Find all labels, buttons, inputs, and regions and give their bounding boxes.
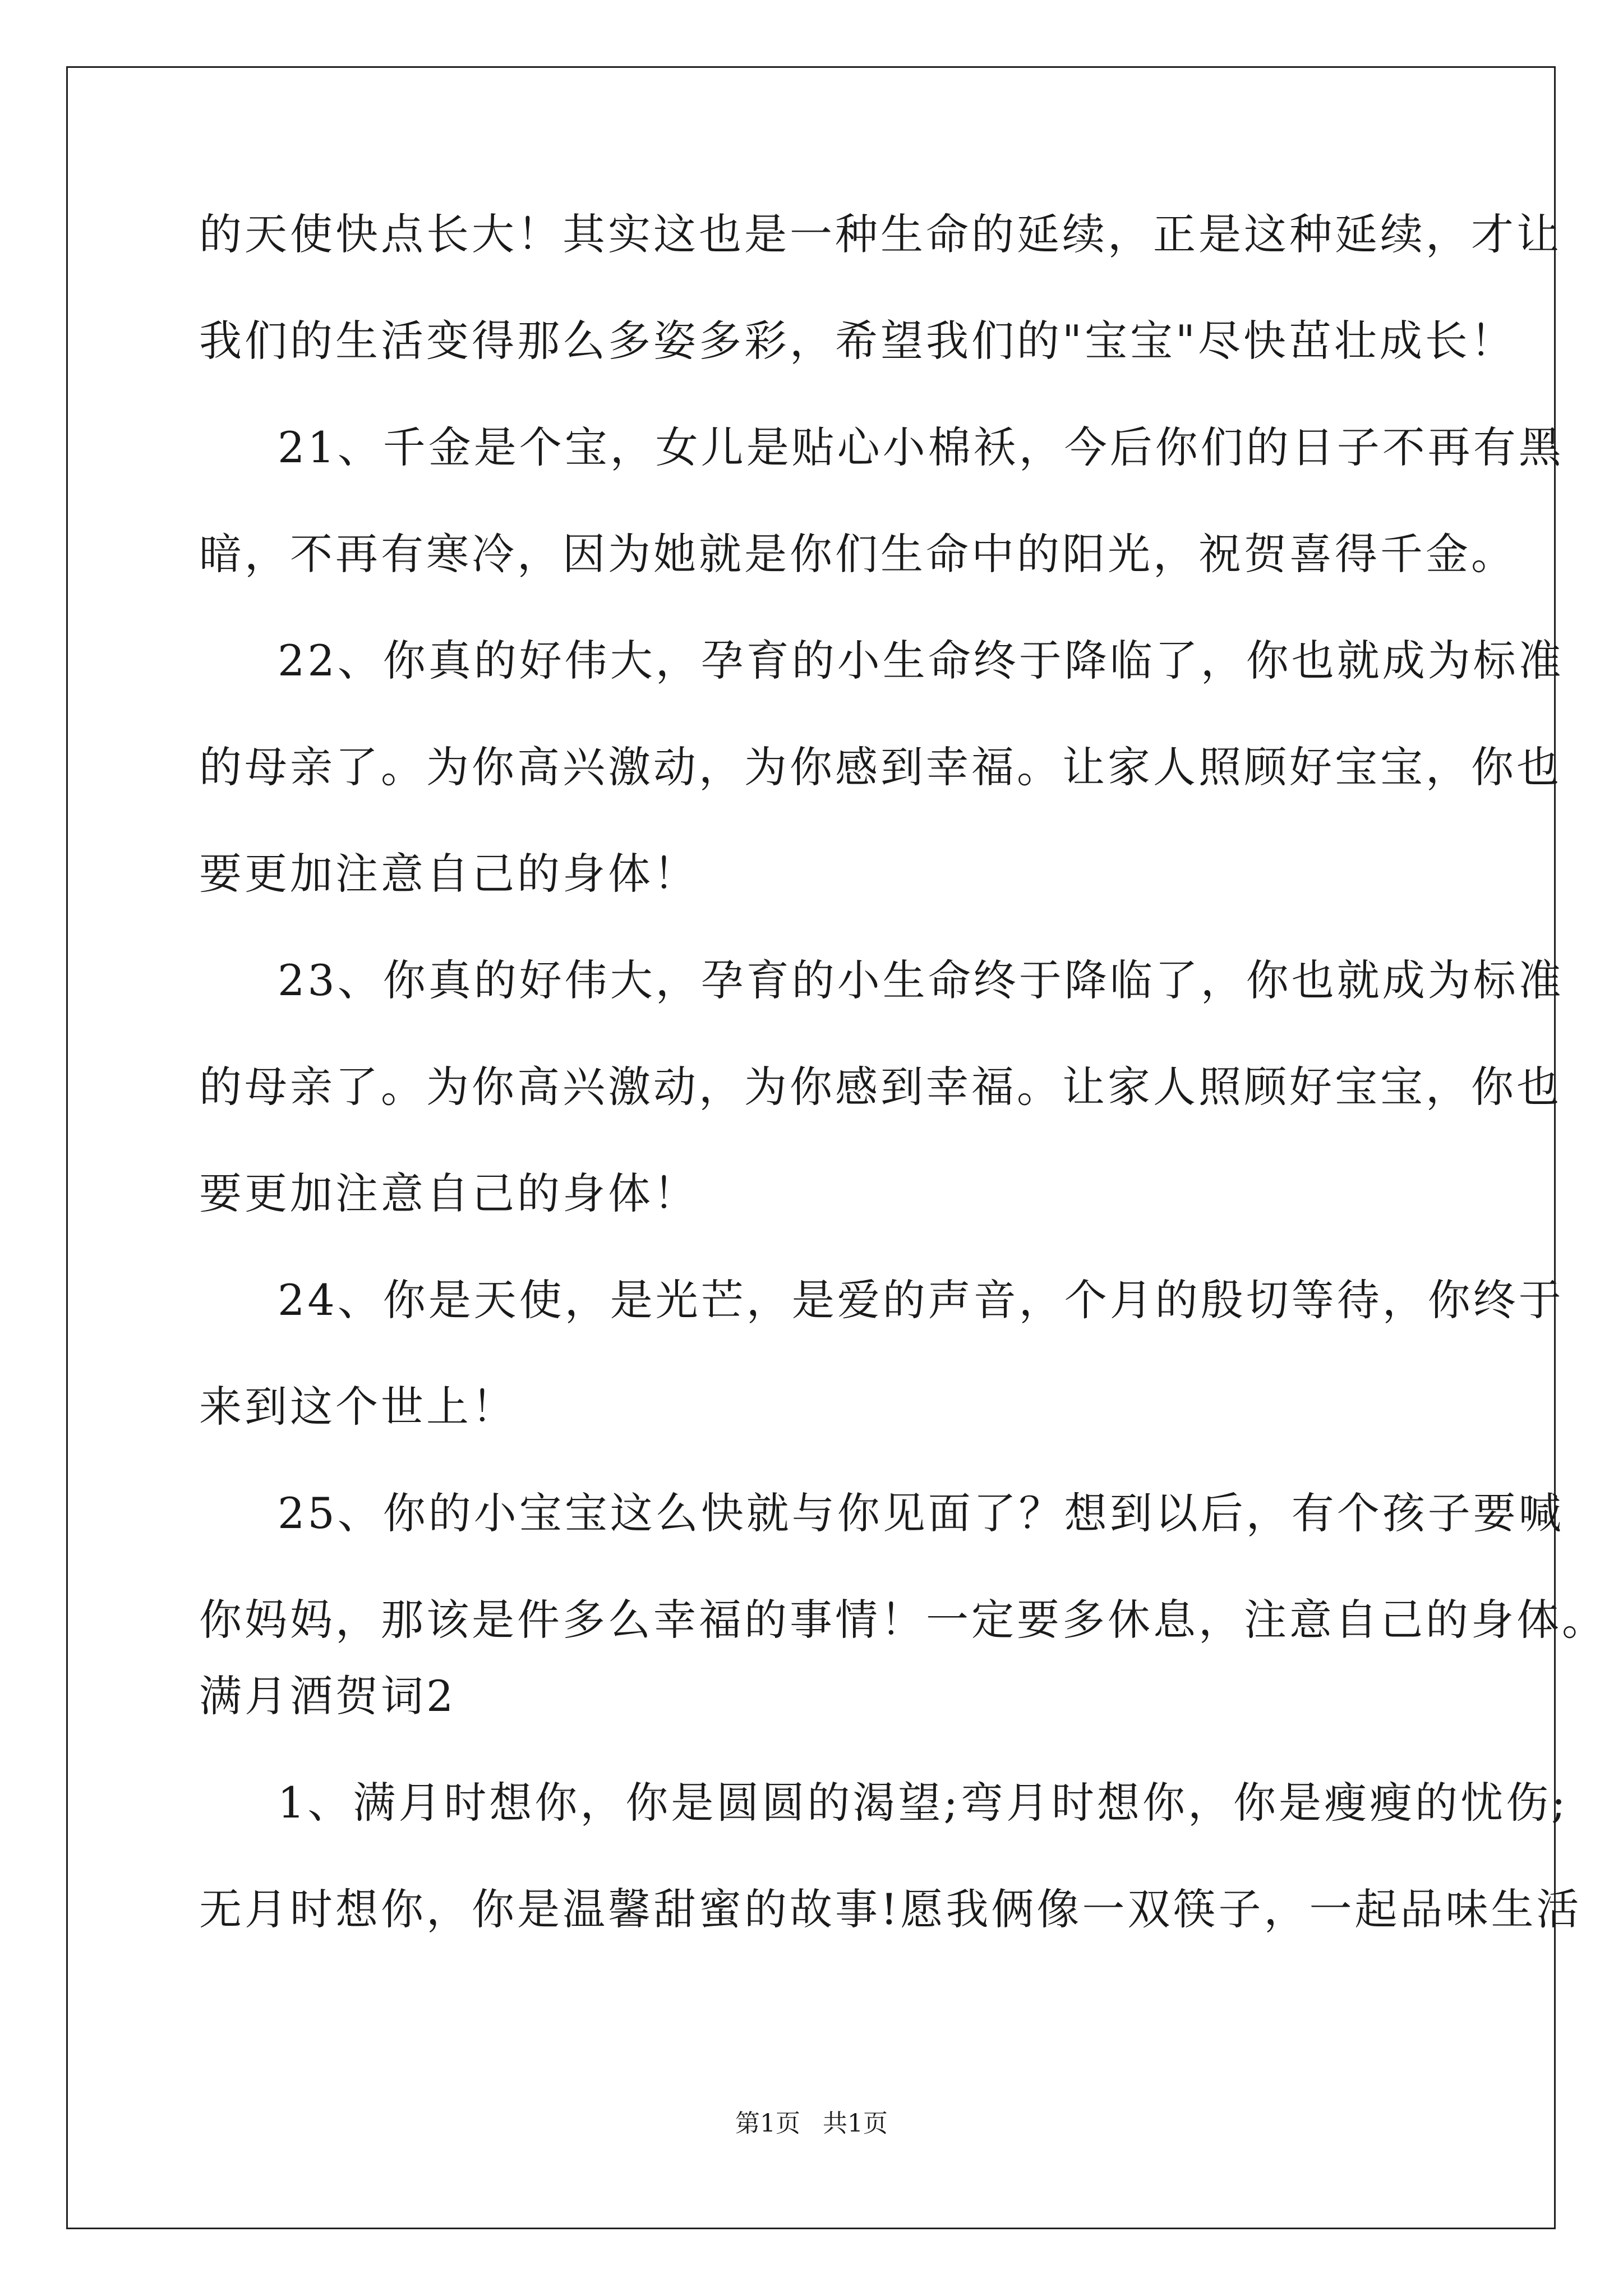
page-number: 第1页 <box>735 2109 800 2138</box>
text-line: 来到这个世上！ <box>199 1382 517 1432</box>
text-line: 22、你真的好伟大，孕育的小生命终于降临了，你也就成为标准 <box>278 636 1564 685</box>
text-line: 要更加注意自己的身体！ <box>199 849 699 899</box>
document-body <box>199 208 1607 1989</box>
page-footer <box>0 2108 1623 2139</box>
text-line: 23、你真的好伟大，孕育的小生命终于降临了，你也就成为标准 <box>278 955 1564 1005</box>
text-line: 我们的生活变得那么多姿多彩，希望我们的"宝宝"尽快茁壮成长！ <box>199 316 1516 366</box>
text-line: 25、你的小宝宝这么快就与你见面了？想到以后，有个孩子要喊 <box>278 1488 1564 1538</box>
text-line: 要更加注意自己的身体！ <box>199 1168 699 1218</box>
text-line: 无月时想你，你是温馨甜蜜的故事!愿我俩像一双筷子，一起品味生活 <box>199 1884 1582 1934</box>
text-line: 1、满月时想你，你是圆圆的渴望;弯月时想你，你是瘦瘦的忧伤; <box>278 1778 1569 1828</box>
text-line: 24、你是天使，是光芒，是爱的声音，个月的殷切等待，你终于 <box>278 1275 1564 1325</box>
page-total: 共1页 <box>823 2109 888 2138</box>
text-line: 的母亲了。为你高兴激动，为你感到幸福。让家人照顾好宝宝，你也 <box>199 1062 1562 1112</box>
text-line: 暗，不再有寒冷，因为她就是你们生命中的阳光，祝贺喜得千金。 <box>199 529 1516 579</box>
text-line: 的母亲了。为你高兴激动，为你感到幸福。让家人照顾好宝宝，你也 <box>199 742 1562 792</box>
text-line: 21、千金是个宝，女儿是贴心小棉袄，今后你们的日子不再有黑 <box>278 422 1564 472</box>
text-line: 的天使快点长大！其实这也是一种生命的延续，正是这种延续，才让 <box>199 209 1562 259</box>
section-heading: 满月酒贺词2 <box>199 1671 457 1721</box>
text-line: 你妈妈，那该是件多么幸福的事情！一定要多休息，注意自己的身体。 <box>199 1595 1607 1645</box>
